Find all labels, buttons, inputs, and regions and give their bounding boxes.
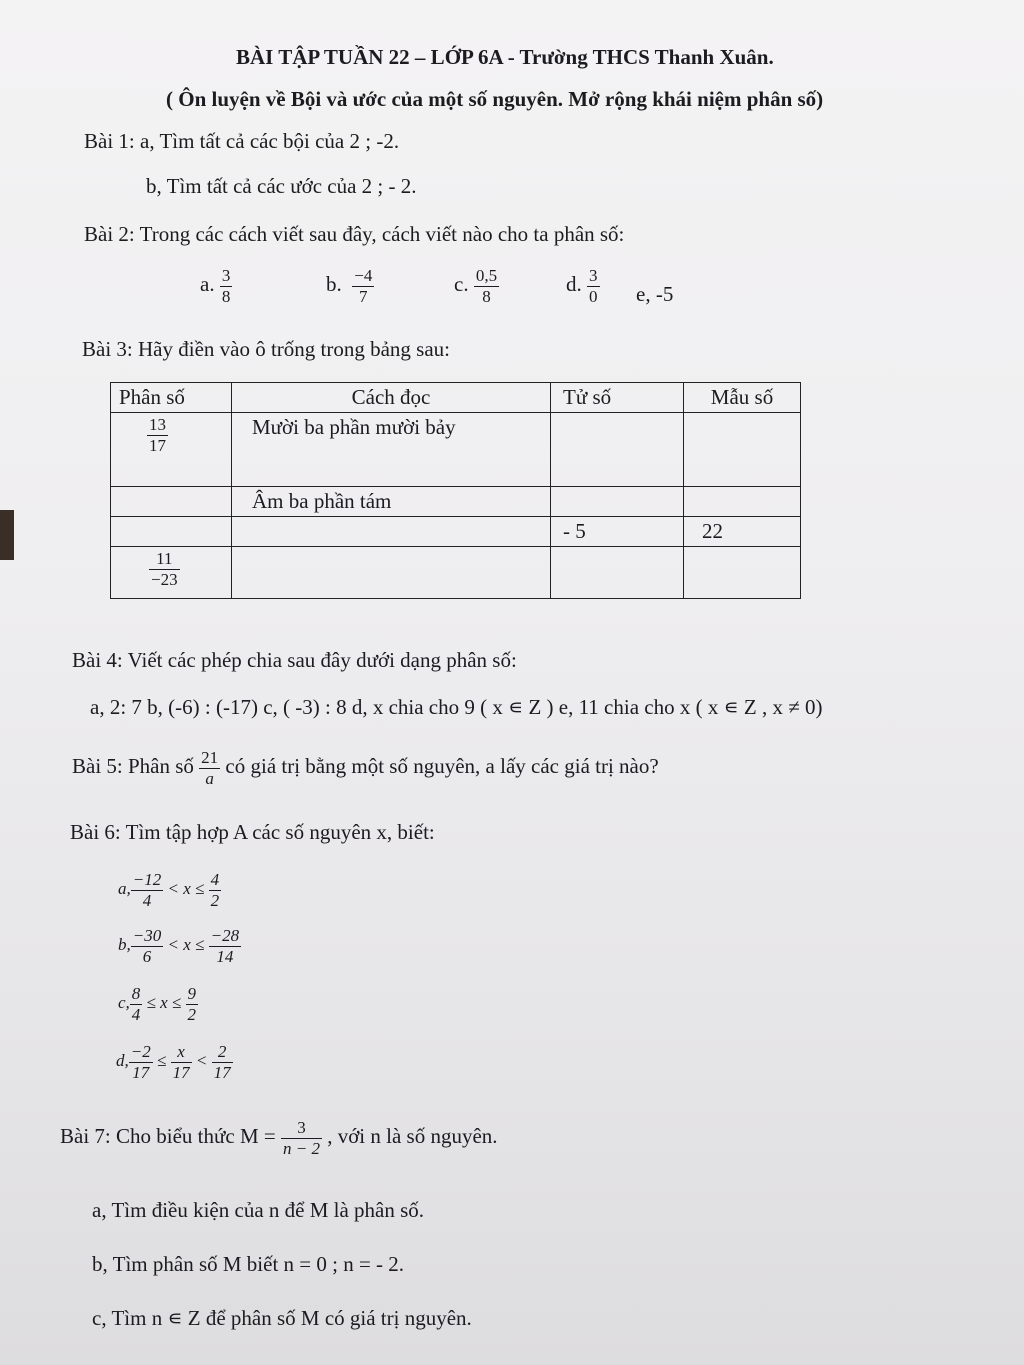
table-row <box>111 413 801 487</box>
exercise-3-prompt: Bài 3: Hãy điền vào ô trống trong bảng sau: <box>82 337 451 361</box>
cell-denominator <box>684 413 801 487</box>
fraction-table <box>110 382 801 599</box>
exercise-7-b: b, Tìm phân số M biết n = 0 ; n = - 2. <box>92 1252 405 1276</box>
table-row <box>111 517 801 547</box>
exercise-4-prompt: Bài 4: Viết các phép chia sau đây dưới dạng phân số: <box>72 648 517 672</box>
table-header-row <box>111 383 801 413</box>
cell-numerator <box>551 487 684 517</box>
exercise-6-prompt: Bài 6: Tìm tập hợp A các số nguyên x, biết: <box>70 820 435 844</box>
exercise-6-d: d, $\frac{-2}{17}$ ≤ $\frac{x}{17}$ < $\frac{2}{17}$ <box>116 1042 231 1082</box>
exercise-5: Bài 5: Phân số $\frac{21}{a}$ có giá trị bằng một số nguyên, a lấy các giá trị nào? <box>72 748 659 788</box>
cell-fraction <box>111 487 232 517</box>
cell-numerator: - 5 <box>551 517 684 547</box>
page-title: BÀI TẬP TUẦN 22 – LỚP 6A - Trường THCS Thanh Xuân. <box>236 45 774 69</box>
cell-reading <box>232 517 551 547</box>
exercise-2-option-c: c. $\frac{0,5}{8}$ <box>454 266 498 306</box>
cell-reading: Mười ba phần mười bảy <box>232 413 551 487</box>
exercise-7-a: a, Tìm điều kiện của n để M là phân số. <box>92 1198 425 1222</box>
page-subtitle: ( Ôn luyện về Bội và ước của một số nguyên. Mở rộng khái niệm phân số) <box>166 87 824 111</box>
exercise-6-c: c, $\frac{8}{4}$ ≤ x ≤ $\frac{9}{2}$ <box>118 984 197 1024</box>
exercise-1-b: b, Tìm tất cả các ước của 2 ; - 2. <box>146 174 417 198</box>
cell-denominator: 22 <box>684 517 801 547</box>
cell-numerator <box>551 547 684 599</box>
header-reading: Cách đọc <box>232 383 551 413</box>
table-row <box>111 547 801 599</box>
exercise-1-a: Bài 1: a, Tìm tất cả các bội của 2 ; -2. <box>84 129 400 153</box>
exercise-7-c: c, Tìm n ∊ Z để phân số M có giá trị nguyên. <box>92 1306 472 1330</box>
cell-reading <box>232 547 551 599</box>
exercise-7-prompt: Bài 7: Cho biểu thức M = $\frac{3}{n - 2}$ , với n là số nguyên. <box>60 1118 498 1158</box>
cell-fraction <box>111 517 232 547</box>
exercise-6-a: a, $\frac{-12}{4}$ < x ≤ $\frac{4}{2}$ <box>118 870 220 910</box>
header-denominator: Mẫu số <box>684 383 801 413</box>
exercise-2-option-a: a. $\frac{3}{8}$ <box>200 266 231 306</box>
exercise-4-items: a, 2: 7 b, (-6) : (-17) c, ( -3) : 8 d, x chia cho 9 ( x ∊ Z ) e, 11 chia cho x ( x ∊ Z , x ≠ 0) <box>90 695 823 719</box>
exercise-6-b: b, $\frac{-30}{6}$ < x ≤ $\frac{-28}{14}$ <box>118 926 240 966</box>
cell-fraction: $\frac{11}{-23}$ <box>111 547 232 599</box>
exercise-2-prompt: Bài 2: Trong các cách viết sau đây, cách viết nào cho ta phân số: <box>84 222 625 246</box>
exercise-2-option-d: d. $\frac{3}{0}$ <box>566 266 598 306</box>
paper-edge-shadow <box>0 510 14 560</box>
header-numerator: Tử số <box>551 383 684 413</box>
cell-numerator <box>551 413 684 487</box>
table-row <box>111 487 801 517</box>
cell-denominator <box>684 547 801 599</box>
cell-reading: Âm ba phần tám <box>232 487 551 517</box>
exercise-2-option-e: e, -5 <box>636 282 674 306</box>
exercise-2-option-b: b. $\frac{-4}{7}$ <box>326 266 373 306</box>
cell-denominator <box>684 487 801 517</box>
header-fraction: Phân số <box>111 383 232 413</box>
cell-fraction: $\frac{13}{17}$ <box>111 413 232 487</box>
